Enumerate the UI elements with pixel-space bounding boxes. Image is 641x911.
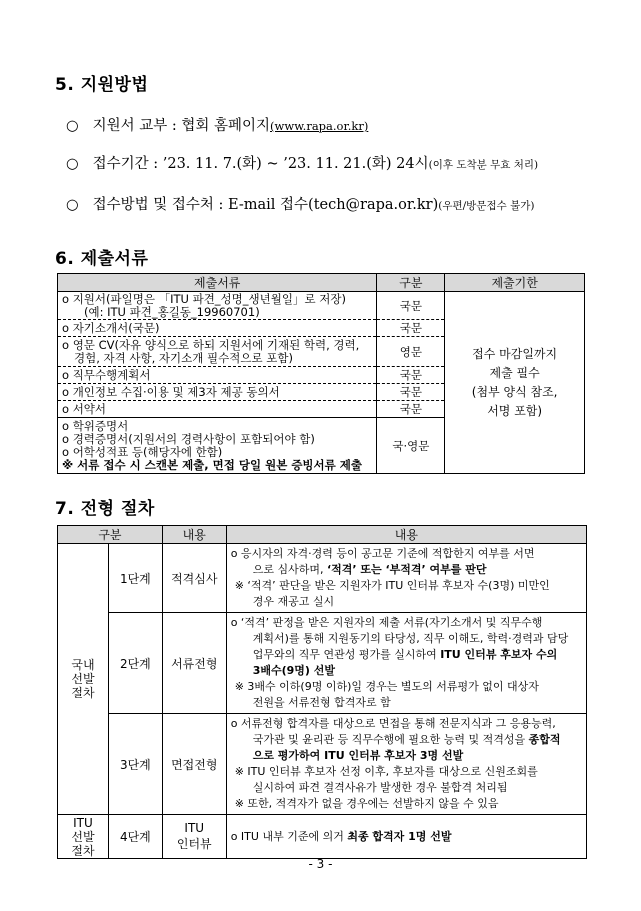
docs-row-type: 국문 (377, 320, 445, 337)
proc-header-name: 내용 (162, 526, 226, 544)
step-name: 서류전형 (162, 613, 226, 714)
docs-row-type: 국문 (377, 384, 445, 401)
docs-row-type: 영문 (377, 337, 445, 367)
docs-row-plan: o 직무수행계획서 (58, 367, 377, 384)
procedure-table (57, 525, 587, 859)
apply-method-text: 접수방법 및 접수처 : E-mail 접수(tech@rapa.or.kr) (92, 197, 439, 213)
circle-bullet-icon: ○ (66, 197, 79, 213)
proc-header-content: 내용 (226, 526, 586, 544)
circle-bullet-icon: ○ (66, 118, 79, 134)
docs-row-type: 국문 (377, 292, 445, 320)
section6-title: 6. 제출서류 (55, 249, 149, 269)
circle-bullet-icon: ○ (66, 156, 79, 172)
docs-row-type: 국문 (377, 401, 445, 418)
apply-item-period (66, 152, 538, 173)
page-number: - 3 - (308, 857, 333, 871)
docs-row-privacy: o 개인정보 수집·이용 및 제3자 제공 동의서 (58, 384, 377, 401)
step-stage: 2단계 (108, 613, 162, 714)
step-stage: 3단계 (108, 714, 162, 815)
apply-method-note: (우편/방문접수 불가) (438, 200, 535, 212)
docs-row-type: 국문 (377, 367, 445, 384)
step-stage: 1단계 (108, 544, 162, 613)
docs-header-type: 구분 (377, 274, 445, 292)
step3-content: o 서류전형 합격자를 대상으로 면접을 통해 전문지식과 그 응용능력, 국가관 및 윤리관 등 직무수행에 필요한 능력 및 적격성을 종합적 으로 평가하여 ITU 인터뷰 후보자 3명 선발 ※ ITU 인터뷰 후보자 선정 이후, 후보자를 대상으로 신원조회를 실시하여 파견 결격사유가 발생한 경우 불합격 처리됨 ※ 또한, 적격자가 없을 경우에는 선발하지 않을 수 있음 (226, 714, 586, 815)
apply-item-method (66, 193, 534, 214)
section7-title: 7. 전형 절차 (55, 499, 155, 519)
docs-deadline-cell: 접수 마감일까지 제출 필수 (첨부 양식 참조, 서명 포함) (445, 292, 585, 474)
docs-row-type: 국·영문 (377, 418, 445, 474)
apply-period-text: 접수기간 : ’23. 11. 7.(화) ~ ’23. 11. 21.(화) 24시 (92, 156, 429, 172)
documents-table (57, 273, 585, 474)
section5-title: 5. 지원방법 (55, 75, 149, 95)
step-name: 면접전형 (162, 714, 226, 815)
step-name: ITU 인터뷰 (162, 815, 226, 859)
docs-row-certificates: o 학위증명서 o 경력증명서(지원서의 경력사항이 포함되어야 함) o 어학성적표 등(해당자에 한함) ※ 서류 접수 시 스캔본 제출, 면접 당일 원본 증빙서류 제출 (58, 418, 377, 474)
apply-period-note: (이후 도착분 무효 처리) (428, 159, 539, 171)
docs-header-item: 제출서류 (58, 274, 377, 292)
step2-content: o ‘적격’ 판정을 받은 지원자의 제출 서류(자기소개서 및 직무수행 계획서)를 통해 지원동기의 타당성, 직무 이해도, 학력·경력과 담당 업무와의 직무 연관성 평가를 실시하여 ITU 인터뷰 후보자 수의 3배수(9명) 선발 ※ 3배수 이하(9명 이하)일 경우는 별도의 서류평가 없이 대상자 전원을 서류전형 합격자로 함 (226, 613, 586, 714)
proc-header-category: 구분 (58, 526, 163, 544)
docs-row-cv: o 영문 CV(자유 양식으로 하되 지원서에 기재된 학력, 경력, 경험, 자격 사항, 자기소개 필수적으로 포함) (58, 337, 377, 367)
docs-header-deadline: 제출기한 (445, 274, 585, 292)
step1-content: o 응시자의 자격·경력 등이 공고문 기준에 적합한지 여부를 서면 으로 심사하며, ‘적격’ 또는 ‘부적격’ 여부를 판단 ※ ‘적격’ 판단을 받은 지원자가 ITU 인터뷰 후보자 수(3명) 미만인 경우 재공고 실시 (226, 544, 586, 613)
docs-scan-note: ※ 서류 접수 시 스캔본 제출, 면접 당일 원본 증빙서류 제출 (62, 457, 362, 472)
step-stage: 4단계 (108, 815, 162, 859)
docs-row-application: o 지원서(파일명은 「ITU 파견_성명_생년월일」로 저장) (예: ITU 파견_홍길동_19960701) (58, 292, 377, 320)
docs-row-pledge: o 서약서 (58, 401, 377, 418)
docs-row-intro: o 자기소개서(국문) (58, 320, 377, 337)
group-domestic: 국내 선발 절차 (58, 544, 109, 815)
step-name: 적격심사 (162, 544, 226, 613)
homepage-link[interactable]: (www.rapa.or.kr) (270, 119, 369, 133)
apply-form-text: 지원서 교부 : 협회 홈페이지 (92, 118, 271, 134)
apply-item-form (66, 114, 368, 135)
group-itu: ITU 선발 절차 (58, 815, 109, 859)
step4-content: o ITU 내부 기준에 의거 최종 합격자 1명 선발 (226, 815, 586, 859)
